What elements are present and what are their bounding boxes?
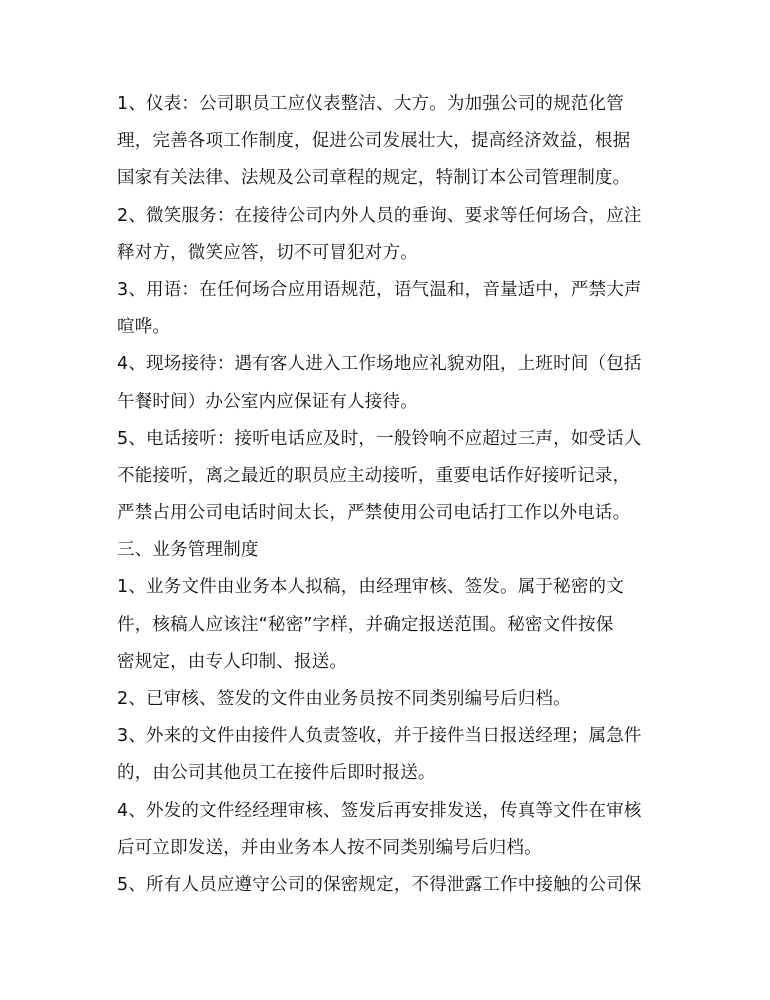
text-line: 1、业务文件由业务本人拟稿，由经理审核、签发。属于秘密的文 (117, 577, 624, 598)
text-line: 2、已审核、签发的文件由业务员按不同类别编号后归档。 (117, 689, 571, 709)
text-line: 3、用语：在任何场合应用语规范，语气温和，音量适中，严禁大声 (117, 279, 642, 300)
text-line: 4、外发的文件经经理审核、签发后再安排发送，传真等文件在审核 (117, 800, 642, 821)
text-line: 国家有关法律、法规及公司章程的规定，特制订本公司管理制度。 (117, 168, 631, 189)
text-line: 3、外来的文件由接件人负责签收，并于接件当日报送经理；属急件 (117, 726, 642, 747)
text-line: 5、所有人员应遵守公司的保密规定，不得泄露工作中接触的公司保 (117, 874, 642, 895)
text-line: 后可立即发送，并由业务本人按不同类别编号后归档。 (117, 837, 542, 858)
text-line: 不能接听，离之最近的职员应主动接听，重要电话作好接听记录， (117, 465, 631, 486)
text-line: 喧哗。 (117, 317, 171, 338)
text-line: 释对方，微笑应答，切不可冒犯对方。 (117, 242, 418, 263)
text-line: 1、仪表：公司职员工应仪表整洁、大方。为加强公司的规范化管 (117, 94, 624, 114)
text-line: 5、电话接听：接听电话应及时，一般铃响不应超过三声，如受话人 (117, 428, 642, 449)
text-line: 午餐时间）办公室内应保证有人接待。 (117, 391, 418, 412)
document-body (117, 86, 662, 904)
text-line: 的，由公司其他员工在接件后即时报送。 (117, 763, 436, 784)
text-line: 严禁占用公司电话时间太长，严禁使用公司电话打工作以外电话。 (117, 503, 631, 524)
text-line: 密规定，由专人印制、报送。 (117, 651, 348, 672)
text-line: 4、现场接待：遇有客人进入工作场地应礼貌劝阻，上班时间（包括 (117, 354, 642, 375)
text-line: 件，核稿人应该注“秘密”字样，并确定报送范围。秘密文件按保 (117, 614, 614, 635)
section-heading: 三、业务管理制度 (117, 540, 259, 561)
text-line: 2、微笑服务：在接待公司内外人员的垂询、要求等任何场合，应注 (117, 205, 642, 226)
text-line: 理，完善各项工作制度，促进公司发展壮大，提高经济效益，根据 (117, 131, 631, 152)
